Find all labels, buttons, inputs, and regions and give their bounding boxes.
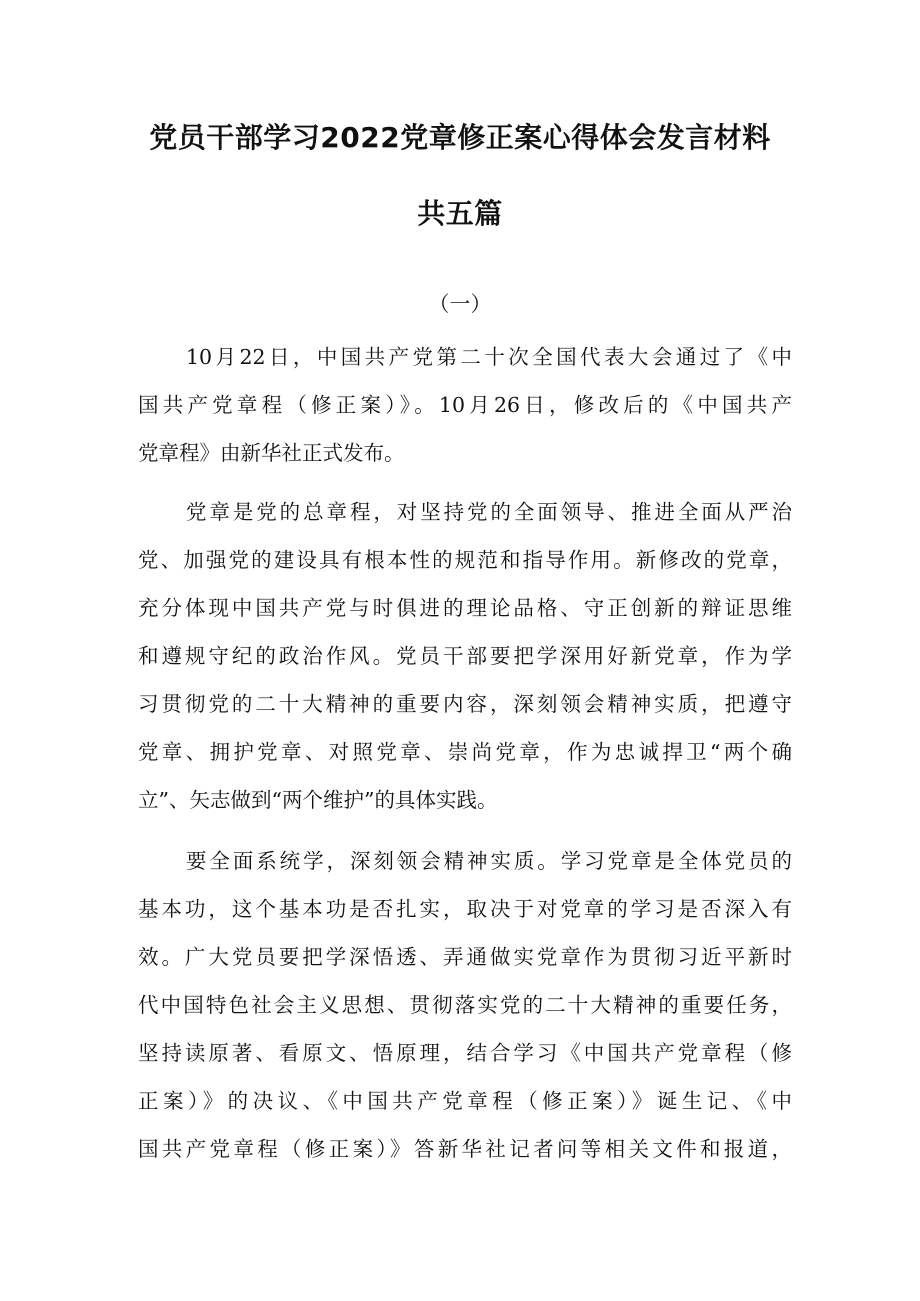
paragraph-line: 国共产党章程（修正案）》。10月26日，修改后的《中国共产 bbox=[138, 393, 792, 417]
paragraph-line: 习贯彻党的二十大精神的重要内容，深刻领会精神实质，把遵守 bbox=[138, 692, 792, 716]
paragraph-line: 党章是党的总章程，对坚持党的全面领导、推进全面从严治 bbox=[186, 500, 792, 524]
document-subtitle: 共五篇 bbox=[417, 197, 503, 230]
paragraph-line: 立”、矢志做到“两个维护”的具体实践。 bbox=[138, 788, 498, 812]
paragraph-line: 党章程》由新华社正式发布。 bbox=[138, 441, 405, 465]
paragraph-line: 正案）》的决议、《中国共产党章程（修正案）》诞生记、《中 bbox=[138, 1089, 792, 1113]
paragraph-line: 充分体现中国共产党与时俱进的理论品格、守正创新的辩证思维 bbox=[138, 596, 792, 620]
paragraph-line: 党章、拥护党章、对照党章、崇尚党章，作为忠诚捍卫“两个确 bbox=[138, 740, 792, 764]
paragraph-line: 和遵规守纪的政治作风。党员干部要把学深用好新党章，作为学 bbox=[138, 644, 792, 668]
paragraph-line: 基本功，这个基本功是否扎实，取决于对党章的学习是否深入有 bbox=[138, 897, 792, 921]
paragraph-line: 党、加强党的建设具有根本性的规范和指导作用。新修改的党章， bbox=[138, 548, 792, 572]
section-heading: （一） bbox=[428, 292, 492, 316]
paragraph-line: 要全面系统学，深刻领会精神实质。学习党章是全体党员的 bbox=[186, 849, 792, 873]
paragraph-line: 坚持读原著、看原文、悟原理，结合学习《中国共产党章程（修 bbox=[138, 1041, 792, 1065]
paragraph-line: 代中国特色社会主义思想、贯彻落实党的二十大精神的重要任务， bbox=[138, 993, 792, 1017]
document-title: 党员干部学习2022党章修正案心得体会发言材料 bbox=[149, 121, 771, 154]
paragraph-line: 10月22日，中国共产党第二十次全国代表大会通过了《中 bbox=[186, 345, 792, 369]
paragraph-line: 效。广大党员要把学深悟透、弄通做实党章作为贯彻习近平新时 bbox=[138, 945, 792, 969]
paragraph-line: 国共产党章程（修正案）》答新华社记者问等相关文件和报道， bbox=[138, 1137, 792, 1161]
